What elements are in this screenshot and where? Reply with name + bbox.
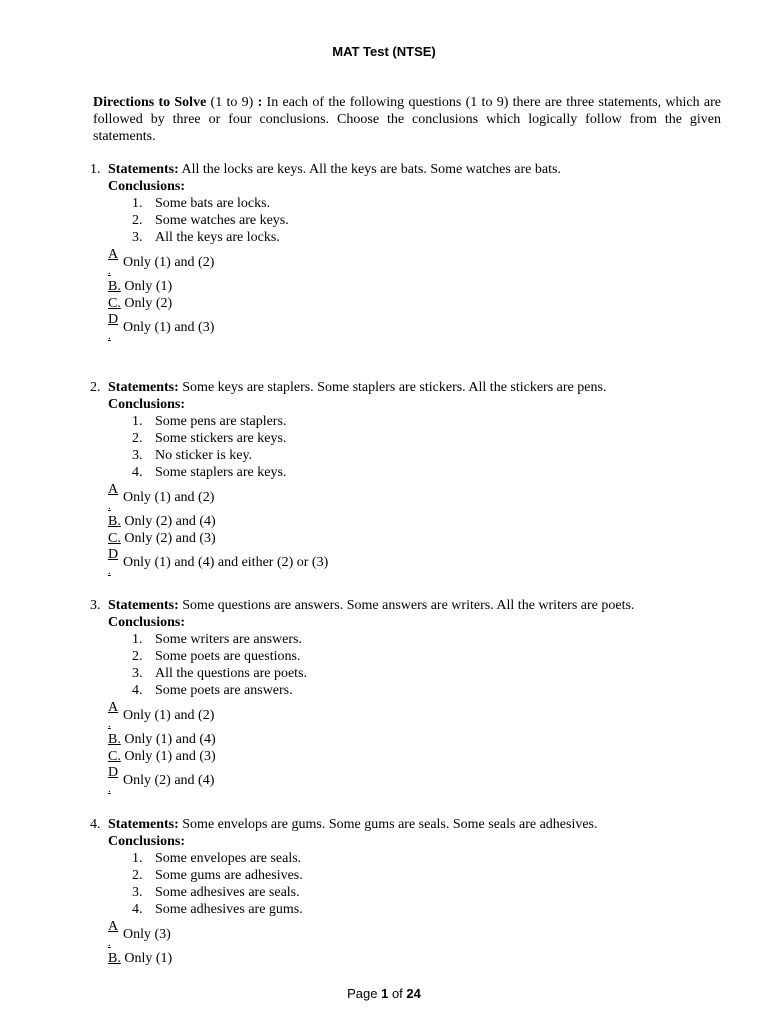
- page-total: 24: [406, 986, 421, 1001]
- option-b[interactable]: B. Only (1): [108, 951, 173, 966]
- option-letter: B: [108, 514, 118, 529]
- option-text: Only (2) and (3): [124, 531, 216, 546]
- option-b[interactable]: B. Only (1): [108, 279, 173, 294]
- option-d[interactable]: D . Only (1) and (3): [108, 312, 215, 342]
- option-text: Only (1): [124, 951, 173, 966]
- question-1: [90, 161, 730, 343]
- question-4: [90, 816, 730, 967]
- option-letter: A: [108, 919, 119, 934]
- conclusions-list: [90, 413, 730, 481]
- conclusion-item: 4. Some staplers are keys.: [132, 465, 287, 480]
- option-letter: A: [108, 247, 119, 262]
- page-of-label: of: [388, 986, 407, 1001]
- option-letter: B: [108, 732, 118, 747]
- option-letter: D: [108, 765, 119, 780]
- conclusions-label: Conclusions:: [108, 615, 186, 630]
- option-letter: D: [108, 547, 119, 562]
- option-a[interactable]: A . Only (3): [108, 919, 171, 949]
- option-d[interactable]: D . Only (1) and (4) and either (2) or (3): [108, 547, 329, 577]
- option-d[interactable]: D . Only (2) and (4): [108, 765, 215, 795]
- statements-text: Some questions are answers. Some answers are writers. All the writers are poets.: [178, 598, 635, 613]
- option-letter: D: [108, 312, 119, 327]
- option-c[interactable]: C. Only (2) and (3): [108, 531, 216, 546]
- conclusions-list: [90, 850, 730, 918]
- option-text: Only (2): [124, 296, 173, 311]
- conclusions-list: [90, 195, 730, 246]
- page-footer: [0, 985, 768, 1002]
- option-letter: B: [108, 279, 118, 294]
- conclusions-list: [90, 631, 730, 699]
- conclusion-item: 2. Some gums are adhesives.: [132, 868, 303, 883]
- option-b[interactable]: B. Only (2) and (4): [108, 514, 216, 529]
- option-text: Only (1) and (2): [123, 490, 215, 505]
- option-c[interactable]: C. Only (2): [108, 296, 173, 311]
- directions-colon: :: [257, 95, 263, 110]
- option-text: Only (1) and (2): [123, 255, 215, 270]
- conclusion-item: 4. Some adhesives are gums.: [132, 902, 303, 917]
- option-a[interactable]: A . Only (1) and (2): [108, 700, 215, 730]
- conclusion-item: 3. All the keys are locks.: [132, 230, 280, 245]
- option-text: Only (2) and (4): [124, 514, 216, 529]
- conclusions-label: Conclusions:: [108, 397, 186, 412]
- statements-label: Statements:: [108, 817, 179, 832]
- conclusion-item: 1. Some writers are answers.: [132, 632, 302, 647]
- option-letter: A: [108, 700, 119, 715]
- option-text: Only (1): [124, 279, 173, 294]
- conclusion-item: 1. Some envelopes are seals.: [132, 851, 302, 866]
- question-number: 2.: [90, 380, 101, 395]
- statements-label: Statements:: [108, 598, 179, 613]
- question-2: [90, 379, 730, 578]
- conclusion-item: 3. All the questions are poets.: [132, 666, 308, 681]
- conclusion-item: 2. Some poets are questions.: [132, 649, 301, 664]
- statements-text: Some keys are staplers. Some staplers are stickers. All the stickers are pens.: [178, 380, 607, 395]
- conclusion-item: 4. Some poets are answers.: [132, 683, 293, 698]
- option-letter: A: [108, 482, 119, 497]
- option-text: Only (1) and (3): [123, 320, 215, 335]
- question-number: 1.: [90, 162, 101, 177]
- directions-label: Directions to Solve: [93, 95, 207, 110]
- statements-text: Some envelops are gums. Some gums are seals. Some seals are adhesives.: [178, 817, 598, 832]
- option-letter: C: [108, 296, 118, 311]
- question-statements: [90, 161, 730, 178]
- conclusion-item: 1. Some pens are staplers.: [132, 414, 287, 429]
- conclusion-item: 1. Some bats are locks.: [132, 196, 271, 211]
- question-3: [90, 597, 730, 796]
- page-label: Page: [347, 986, 382, 1001]
- option-c[interactable]: C. Only (1) and (3): [108, 749, 216, 764]
- directions-range: (1 to 9): [206, 95, 258, 110]
- option-a[interactable]: A . Only (1) and (2): [108, 482, 215, 512]
- directions-paragraph: [93, 94, 721, 145]
- question-statements: [90, 597, 730, 614]
- option-b[interactable]: B. Only (1) and (4): [108, 732, 216, 747]
- option-text: Only (1) and (2): [123, 708, 215, 723]
- conclusion-item: 3. No sticker is key.: [132, 448, 253, 463]
- statements-label: Statements:: [108, 380, 179, 395]
- conclusion-item: 2. Some watches are keys.: [132, 213, 289, 228]
- page-number: 1: [381, 986, 389, 1001]
- option-text: Only (2) and (4): [123, 773, 215, 788]
- statements-text: All the locks are keys. All the keys are bats. Some watches are bats.: [178, 162, 561, 177]
- conclusion-item: 2. Some stickers are keys.: [132, 431, 287, 446]
- conclusions-label: Conclusions:: [108, 179, 186, 194]
- question-statements: [90, 379, 730, 396]
- option-letter: B: [108, 951, 118, 966]
- statements-label: Statements:: [108, 162, 179, 177]
- conclusion-item: 3. Some adhesives are seals.: [132, 885, 300, 900]
- question-number: 4.: [90, 817, 101, 832]
- page-title: MAT Test (NTSE): [332, 44, 436, 59]
- option-text: Only (1) and (3): [124, 749, 216, 764]
- option-letter: C: [108, 749, 118, 764]
- option-text: Only (1) and (4) and either (2) or (3): [123, 555, 329, 570]
- question-statements: [90, 816, 730, 833]
- conclusions-label: Conclusions:: [108, 834, 186, 849]
- option-a[interactable]: A . Only (1) and (2): [108, 247, 215, 277]
- option-text: Only (3): [123, 927, 171, 942]
- option-letter: C: [108, 531, 118, 546]
- question-number: 3.: [90, 598, 101, 613]
- directions-text: In each of the following questions (1 to 9) there are three statements, which are followed by three or four conclusions. Choose the conclusions which logically follow from the given statements.: [93, 95, 721, 144]
- option-text: Only (1) and (4): [124, 732, 216, 747]
